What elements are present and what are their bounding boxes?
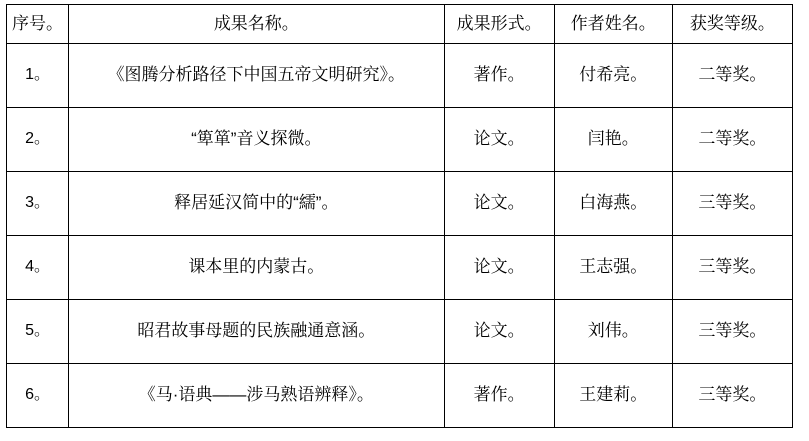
cell-title-text: “箄箪”音义探微。 (191, 129, 322, 149)
cell-title-text: 课本里的内蒙古。 (188, 257, 325, 277)
cell-form (444, 364, 554, 428)
cell-author (554, 236, 672, 300)
cell-level-text: 三等奖。 (698, 193, 767, 213)
cell-title-text: 《马·语典——涉马熟语辨释》。 (138, 385, 374, 405)
cell-form-text: 论文。 (473, 257, 525, 277)
cell-author-text: 白海燕。 (579, 193, 648, 213)
cell-author-text: 王建莉。 (579, 385, 648, 405)
column-header-title-label: 成果名称。 (213, 13, 299, 33)
cell-author (554, 44, 672, 108)
column-header-author (554, 5, 672, 44)
cell-level-text: 三等奖。 (698, 257, 767, 277)
cell-author (554, 364, 672, 428)
table-header (7, 5, 793, 44)
table-row (7, 108, 793, 172)
cell-title (69, 300, 444, 364)
cell-title (69, 364, 444, 428)
document-page (0, 4, 809, 441)
cell-title-text: 释居延汉简中的“繻”。 (174, 193, 339, 213)
cell-form-text: 论文。 (473, 129, 525, 149)
cell-author-text: 刘伟。 (587, 321, 639, 341)
table-row (7, 236, 793, 300)
cell-level-text: 三等奖。 (698, 321, 767, 341)
cell-level-text: 二等奖。 (698, 65, 767, 85)
cell-index-text: 5。 (25, 322, 50, 340)
column-header-form-label: 成果形式。 (456, 13, 542, 33)
cell-form-text: 论文。 (473, 193, 525, 213)
cell-level (672, 300, 792, 364)
table-row (7, 364, 793, 428)
cell-form-text: 著作。 (473, 65, 525, 85)
cell-form (444, 44, 554, 108)
table-row (7, 172, 793, 236)
cell-index-text: 4。 (25, 258, 50, 276)
cell-index-text: 3。 (25, 194, 50, 212)
column-header-level (672, 5, 792, 44)
cell-index-text: 2。 (25, 130, 50, 148)
cell-index-text: 6。 (25, 386, 50, 404)
cell-title (69, 172, 444, 236)
cell-form (444, 108, 554, 172)
cell-index (7, 364, 69, 428)
cell-level-text: 三等奖。 (698, 385, 767, 405)
cell-title-text: 《图腾分析路径下中国五帝文明研究》。 (107, 65, 406, 85)
cell-index (7, 236, 69, 300)
cell-author-text: 闫艳。 (587, 129, 639, 149)
column-header-form (444, 5, 554, 44)
cell-title (69, 108, 444, 172)
table-body (7, 44, 793, 428)
column-header-author-label: 作者姓名。 (570, 13, 656, 33)
cell-form-text: 论文。 (473, 321, 525, 341)
award-results-table (6, 4, 793, 428)
cell-level (672, 172, 792, 236)
cell-index (7, 172, 69, 236)
cell-form (444, 172, 554, 236)
cell-index (7, 300, 69, 364)
cell-level (672, 44, 792, 108)
cell-author-text: 王志强。 (579, 257, 648, 277)
cell-title (69, 44, 444, 108)
cell-author (554, 300, 672, 364)
cell-level (672, 236, 792, 300)
column-header-title (69, 5, 444, 44)
cell-level (672, 108, 792, 172)
table-row (7, 44, 793, 108)
cell-author (554, 172, 672, 236)
cell-form (444, 236, 554, 300)
cell-level (672, 364, 792, 428)
cell-author-text: 付希亮。 (579, 65, 648, 85)
column-header-index (7, 5, 69, 44)
cell-title (69, 236, 444, 300)
column-header-index-label: 序号。 (12, 13, 64, 33)
cell-form (444, 300, 554, 364)
table-row (7, 300, 793, 364)
table-header-row (7, 5, 793, 44)
cell-form-text: 著作。 (473, 385, 525, 405)
cell-index-text: 1。 (25, 66, 50, 84)
cell-index (7, 44, 69, 108)
cell-author (554, 108, 672, 172)
cell-level-text: 二等奖。 (698, 129, 767, 149)
column-header-level-label: 获奖等级。 (689, 13, 775, 33)
cell-index (7, 108, 69, 172)
cell-title-text: 昭君故事母题的民族融通意涵。 (137, 321, 376, 341)
